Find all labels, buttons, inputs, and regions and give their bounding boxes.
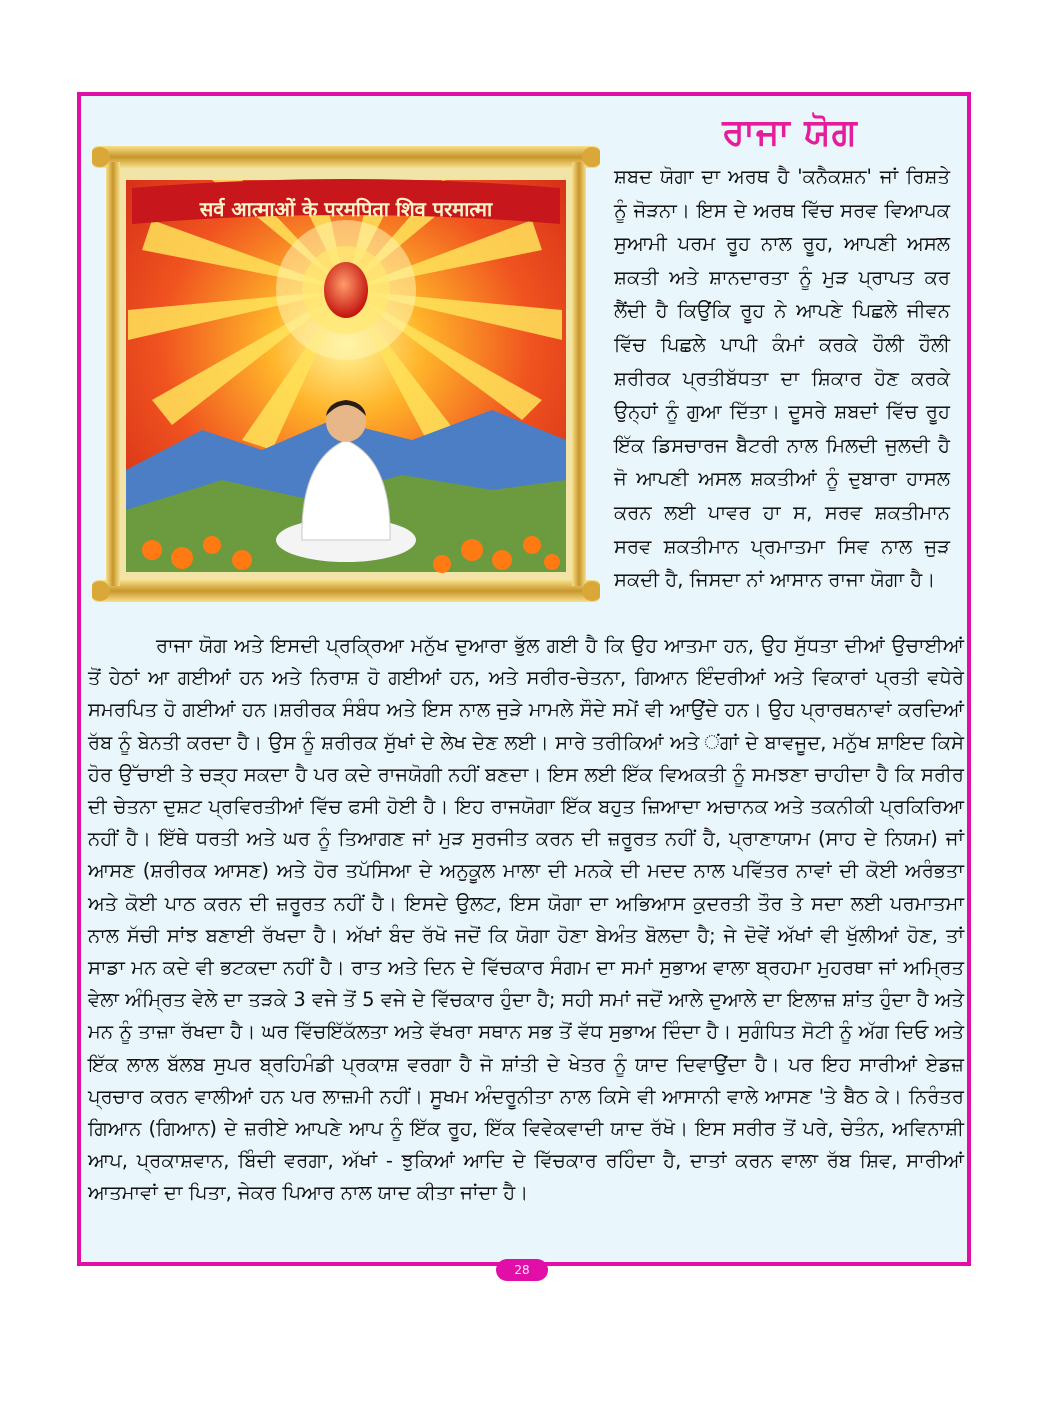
main-text	[88, 630, 964, 1210]
scroll-rod-right	[572, 162, 586, 586]
page-title: ਰਾਜਾ ਯੋਗ	[722, 112, 858, 153]
jyoti-bindu	[324, 262, 368, 318]
scroll-rod-top	[92, 146, 600, 168]
scroll-rod-bottom	[92, 580, 600, 602]
illustration-scroll	[92, 140, 600, 610]
scroll-rod-left	[106, 162, 120, 586]
main-paragraph: ਰਾਜਾ ਯੋਗ ਅਤੇ ਇਸਦੀ ਪ੍ਰਕ੍ਰਿਆ ਮਨੁੱਖ ਦੁਆਰਾ ਭੁੱਲ ਗਈ ਹੈ ਕਿ ਉਹ ਆਤਮਾ ਹਨ, ਉਹ ਸੁੱਧਤਾ ਦੀਆਂ ਉਚਾਈਆਂ ਤੋਂ ਹੇਠਾਂ ਆ ਗਈਆਂ ਹਨ ਅਤੇ ਨਿਰਾਸ਼ ਹੋ ਗਈਆਂ ਹਨ, ਅਤੇ ਸਰੀਰ-ਚੇਤਨਾ, ਗਿਆਨ ਇੰਦਰੀਆਂ ਅਤੇ ਵਿਕਾਰਾਂ ਪ੍ਰਤੀ ਵਧੇਰੇ ਸਮਰਪਿਤ ਹੋ ਗਈਆਂ ਹਨ।ਸ਼ਰੀਰਕ ਸੰਬੰਧ ਅਤੇ ਇਸ ਨਾਲ ਜੁੜੇ ਮਾਮਲੇ ਸੌਦੇ ਸਮੇਂ ਵੀ ਆਉਂਦੇ ਹਨ। ਉਹ ਪ੍ਰਾਰਥਨਾਵਾਂ ਕਰਦਿਆਂ ਰੱਬ ਨੂੰ ਬੇਨਤੀ ਕਰਦਾ ਹੈ। ਉਸ ਨੂੰ ਸ਼ਰੀਰਕ ਸੁੱਖਾਂ ਦੇ ਲੇਖ ਦੇਣ ਲਈ। ਸਾਰੇ ਤਰੀਕਿਆਂ ਅਤੇ ਂਗਾਂ ਦੇ ਬਾਵਜੂਦ, ਮਨੁੱਖ ਸ਼ਾਇਦ ਕਿਸੇ ਹੋਰ ਉੱਚਾਈ ਤੇ ਚੜ੍ਹ ਸਕਦਾ ਹੈ ਪਰ ਕਦੇ ਰਾਜਯੋਗੀ ਨਹੀਂ ਬਣਦਾ। ਇਸ ਲਈ ਇੱਕ ਵਿਅਕਤੀ ਨੂੰ ਸਮਝਣਾ ਚਾਹੀਦਾ ਹੈ ਕਿ ਸਰੀਰ ਦੀ ਚੇਤਨਾ ਦੁਸ਼ਟ ਪ੍ਰਵਿਰਤੀਆਂ ਵਿੱਚ ਫਸੀ ਹੋਈ ਹੈ। ਇਹ ਰਾਜਯੋਗਾ ਇੱਕ ਬਹੁਤ ਜ਼ਿਆਦਾ ਅਚਾਨਕ ਅਤੇ ਤਕਨੀਕੀ ਪ੍ਰਕਿਰਿਆ ਨਹੀਂ ਹੈ। ਇੱਥੇ ਧਰਤੀ ਅਤੇ ਘਰ ਨੂੰ ਤਿਆਗਣ ਜਾਂ ਮੁੜ ਸੁਰਜੀਤ ਕਰਨ ਦੀ ਜ਼ਰੂਰਤ ਨਹੀਂ ਹੈ, ਪ੍ਰਾਣਾਯਾਮ (ਸਾਹ ਦੇ ਨਿਯਮ) ਜਾਂ ਆਸਣ (ਸ਼ਰੀਰਕ ਆਸਣ) ਅਤੇ ਹੋਰ ਤਪੱਸਿਆ ਦੇ ਅਨੁਕੂਲ ਮਾਲਾ ਦੀ ਮਨਕੇ ਦੀ ਮਦਦ ਨਾਲ ਪਵਿੱਤਰ ਨਾਵਾਂ ਦੀ ਕੋਈ ਅਰੰਭਤਾ ਅਤੇ ਕੋਈ ਪਾਠ ਕਰਨ ਦੀ ਜ਼ਰੂਰਤ ਨਹੀਂ ਹੈ। ਇਸਦੇ ਉਲਟ, ਇਸ ਯੋਗਾ ਦਾ ਅਭਿਆਸ ਕੁਦਰਤੀ ਤੌਰ ਤੇ ਸਦਾ ਲਈ ਪਰਮਾਤਮਾ ਨਾਲ ਸੱਚੀ ਸਾਂਝ ਬਣਾਈ ਰੱਖਦਾ ਹੈ। ਅੱਖਾਂ ਬੰਦ ਰੱਖੋ ਜਦੋਂ ਕਿ ਯੋਗਾ ਹੋਣਾ ਬੇਅੰਤ ਬੋਲਦਾ ਹੈ; ਜੇ ਦੋਵੇਂ ਅੱਖਾਂ ਵੀ ਖੁੱਲੀਆਂ ਹੋਣ, ਤਾਂ ਸਾਡਾ ਮਨ ਕਦੇ ਵੀ ਭਟਕਦਾ ਨਹੀਂ ਹੈ। ਰਾਤ ਅਤੇ ਦਿਨ ਦੇ ਵਿੱਚਕਾਰ ਸੰਗਮ ਦਾ ਸਮਾਂ ਸੁਭਾਅ ਵਾਲਾ ਬ੍ਰਹਮਾ ਮੁਹਰਥਾ ਜਾਂ ਅਮ੍ਰਿਤ ਵੇਲਾ ਅੰਮ੍ਰਿਤ ਵੇਲੇ ਦਾ ਤੜਕੇ 3 ਵਜੇ ਤੋਂ 5 ਵਜੇ ਦੇ ਵਿੱਚਕਾਰ ਹੁੰਦਾ ਹੈ; ਸਹੀ ਸਮਾਂ ਜਦੋਂ ਆਲੇ ਦੁਆਲੇ ਦਾ ਇਲਾਜ਼ ਸ਼ਾਂਤ ਹੁੰਦਾ ਹੈ ਅਤੇ ਮਨ ਨੂੰ ਤਾਜ਼ਾ ਰੱਖਦਾ ਹੈ। ਘਰ ਵਿੱਚਇੱਕੱਲਤਾ ਅਤੇ ਵੱਖਰਾ ਸਥਾਨ ਸਭ ਤੋਂ ਵੱਧ ਸੁਭਾਅ ਦਿੰਦਾ ਹੈ। ਸੁਗੰਧਿਤ ਸੋਟੀ ਨੂੰ ਅੱਗ ਦਿਓ ਅਤੇ ਇੱਕ ਲਾਲ ਬੱਲਬ ਸੁਪਰ ਬ੍ਰਹਿਮੰਡੀ ਪ੍ਰਕਾਸ਼ ਵਰਗਾ ਹੈ ਜੋ ਸ਼ਾਂਤੀ ਦੇ ਖੇਤਰ ਨੂੰ ਯਾਦ ਦਿਵਾਉਂਦਾ ਹੈ। ਪਰ ਇਹ ਸਾਰੀਆਂ ਏਡਜ਼ ਪ੍ਰਚਾਰ ਕਰਨ ਵਾਲੀਆਂ ਹਨ ਪਰ ਲਾਜ਼ਮੀ ਨਹੀਂ। ਸੂਖਮ ਅੰਦਰੂਨੀਤਾ ਨਾਲ ਕਿਸੇ ਵੀ ਆਸਾਨੀ ਵਾਲੇ ਆਸਣ 'ਤੇ ਬੈਠ ਕੇ। ਨਿਰੰਤਰ ਗਿਆਨ (ਗਿਆਨ) ਦੇ ਜ਼ਰੀਏ ਆਪਣੇ ਆਪ ਨੂੰ ਇੱਕ ਰੂਹ, ਇੱਕ ਵਿਵੇਕਵਾਦੀ ਯਾਦ ਰੱਖੋ। ਇਸ ਸਰੀਰ ਤੋਂ ਪਰੇ, ਚੇਤੰਨ, ਅਵਿਨਾਸ਼ੀ ਆਪ, ਪ੍ਰਕਾਸ਼ਵਾਨ, ਬਿੰਦੀ ਵਰਗਾ, ਅੱਖਾਂ - ਝੁਕਿਆਂ ਆਦਿ ਦੇ ਵਿੱਚਕਾਰ ਰਹਿੰਦਾ ਹੈ, ਦਾਤਾਂ ਕਰਨ ਵਾਲਾ ਰੱਬ ਸ਼ਿਵ, ਸਾਰੀਆਂ ਆਤਮਾਵਾਂ ਦਾ ਪਿਤਾ, ਜੇਕਰ ਪਿਆਰ ਨਾਲ ਯਾਦ ਕੀਤਾ ਜਾਂਦਾ ਹੈ।	[88, 634, 964, 1205]
intro-paragraph: ਸ਼ਬਦ ਯੋਗਾ ਦਾ ਅਰਥ ਹੈ 'ਕਨੈਕਸ਼ਨ' ਜਾਂ ਰਿਸ਼ਤੇ ਨੂੰ ਜੋੜਨਾ। ਇਸ ਦੇ ਅਰਥ ਵਿੱਚ ਸਰਵ ਵਿਆਪਕ ਸੁਆਮੀ ਪਰਮ ਰੂਹ ਨਾਲ ਰੂਹ, ਆਪਣੀ ਅਸਲ ਸ਼ਕਤੀ ਅਤੇ ਸ਼ਾਨਦਾਰਤਾ ਨੂੰ ਮੁੜ ਪ੍ਰਾਪਤ ਕਰ ਲੈਂਦੀ ਹੈ ਕਿਉਂਕਿ ਰੂਹ ਨੇ ਆਪਣੇ ਪਿਛਲੇ ਜੀਵਨ ਵਿੱਚ ਪਿਛਲੇ ਪਾਪੀ ਕੰਮਾਂ ਕਰਕੇ ਹੌਲੀ ਹੌਲੀ ਸ਼ਰੀਰਕ ਪ੍ਰਤੀਬੱਧਤਾ ਦਾ ਸ਼ਿਕਾਰ ਹੋਣ ਕਰਕੇ ਉਨ੍ਹਾਂ ਨੂੰ ਗੁਆ ਦਿੱਤਾ। ਦੂਸਰੇ ਸ਼ਬਦਾਂ ਵਿੱਚ ਰੂਹ ਇੱਕ ਡਿਸਚਾਰਜ ਬੈਟਰੀ ਨਾਲ ਮਿਲਦੀ ਜੁਲਦੀ ਹੈ ਜੋ ਆਪਣੀ ਅਸਲ ਸ਼ਕਤੀਆਂ ਨੂੰ ਦੁਬਾਰਾ ਹਾਸਲ ਕਰਨ ਲਈ ਪਾਵਰ ਹਾ ਸ, ਸਰਵ ਸ਼ਕਤੀਮਾਨ ਸਰਵ ਸ਼ਕਤੀਮਾਨ ਪ੍ਰਮਾਤਮਾ ਸਿਵ ਨਾਲ ਜੁੜ ਸਕਦੀ ਹੈ, ਜਿਸਦਾ ਨਾਂ ਆਸਾਨ ਰਾਜਾ ਯੋਗਾ ਹੈ।	[614, 165, 950, 592]
banner-text: सर्व आत्माओं के परमपिता शिव परमात्मा	[199, 197, 493, 221]
page-number: 28	[496, 1259, 548, 1281]
